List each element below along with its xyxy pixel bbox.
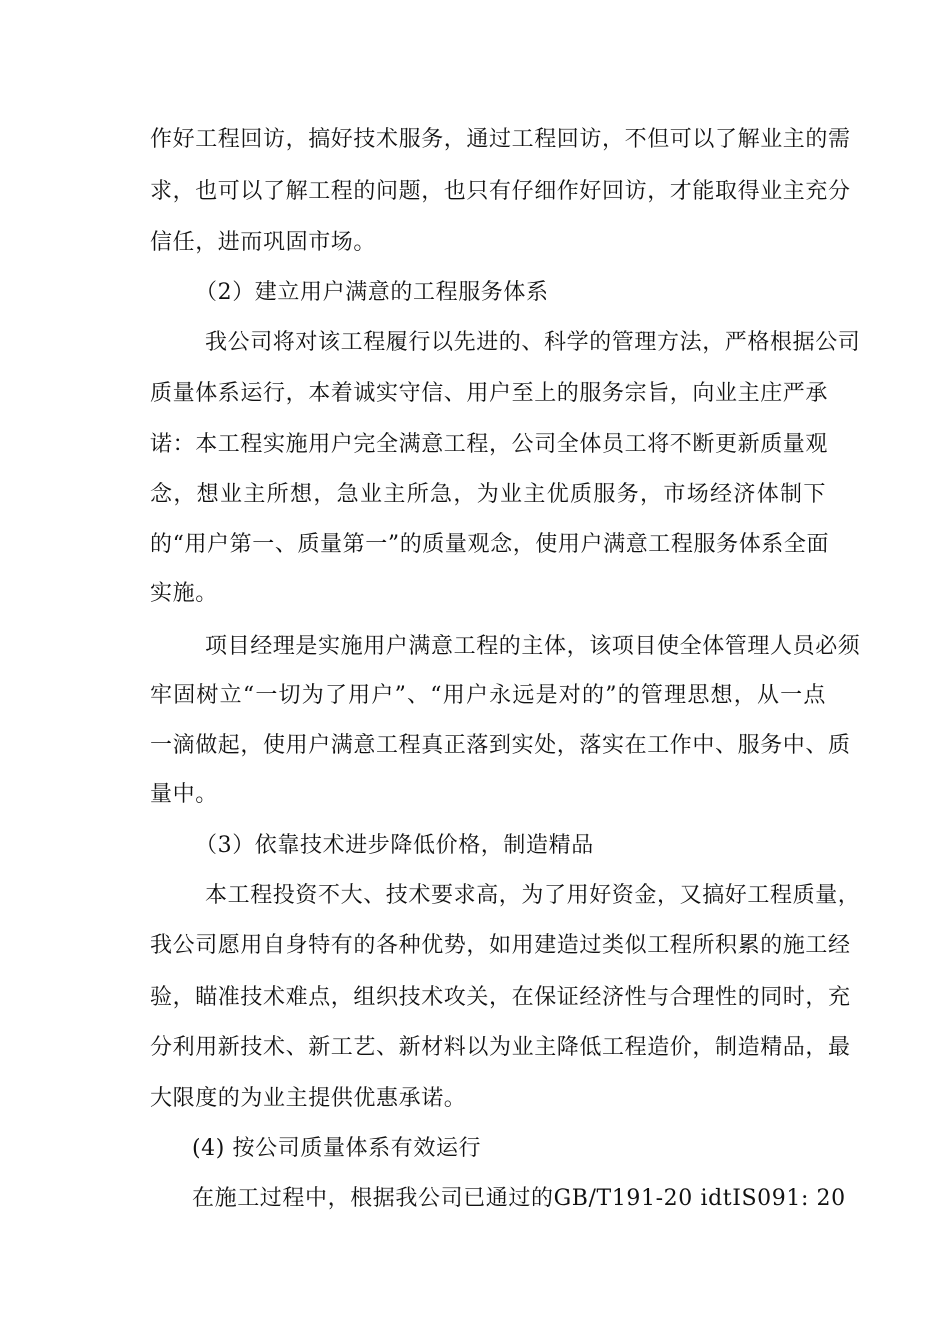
paragraph-line: 本工程投资不大、技术要求高，为了用好资金，又搞好工程质量， (205, 883, 861, 908)
paragraph-line: 作好工程回访，搞好技术服务，通过工程回访，不但可以了解业主的需 (150, 127, 851, 152)
paragraph-line: 我公司将对该工程履行以先进的、科学的管理方法，严格根据公司 (205, 330, 861, 355)
paragraph-line: 求，也可以了解工程的问题，也只有仔细作好回访，才能取得业主充分 (150, 179, 851, 204)
paragraph-line: 的“用户第一、质量第一”的质量观念，使用户满意工程服务体系全面 (150, 532, 830, 557)
paragraph-line: 牢固树立“一切为了用户”、“用户永远是对的”的管理思想，从一点 (150, 683, 826, 708)
paragraph-line: 实施。 (150, 581, 218, 606)
paragraph-line: 大限度的为业主提供优惠承诺。 (150, 1086, 467, 1111)
paragraph-line: 念，想业主所想，急业主所急，为业主优质服务，市场经济体制下 (150, 482, 826, 507)
paragraph-line: 分利用新技术、新工艺、新材料以为业主降低工程造价，制造精品，最 (150, 1035, 851, 1060)
paragraph-line: 诺：本工程实施用户完全满意工程，公司全体员工将不断更新质量观 (150, 432, 829, 457)
paragraph-line: 在施工过程中，根据我公司已通过的GB/T191-20 idtIS091: 20 (192, 1186, 846, 1211)
paragraph-line: 信任，进而巩固市场。 (150, 230, 377, 255)
section-heading: （3）依靠技术进步降低价格，制造精品 (195, 833, 594, 858)
paragraph-line: 我公司愿用自身特有的各种优势，如用建造过类似工程所积累的施工经 (150, 933, 851, 958)
section-heading: （2）建立用户满意的工程服务体系 (195, 280, 549, 305)
section-heading: (4) 按公司质量体系有效运行 (192, 1136, 482, 1161)
paragraph-line: 项目经理是实施用户满意工程的主体，该项目使全体管理人员必须 (205, 634, 861, 659)
paragraph-line: 一滴做起，使用户满意工程真正落到实处，落实在工作中、服务中、质 (150, 733, 851, 758)
paragraph-line: 量中。 (150, 782, 218, 807)
paragraph-line: 验，瞄准技术难点，组织技术攻关，在保证经济性与合理性的同时，充 (150, 985, 851, 1010)
paragraph-line: 质量体系运行，本着诚实守信、用户至上的服务宗旨，向业主庄严承 (150, 381, 829, 406)
